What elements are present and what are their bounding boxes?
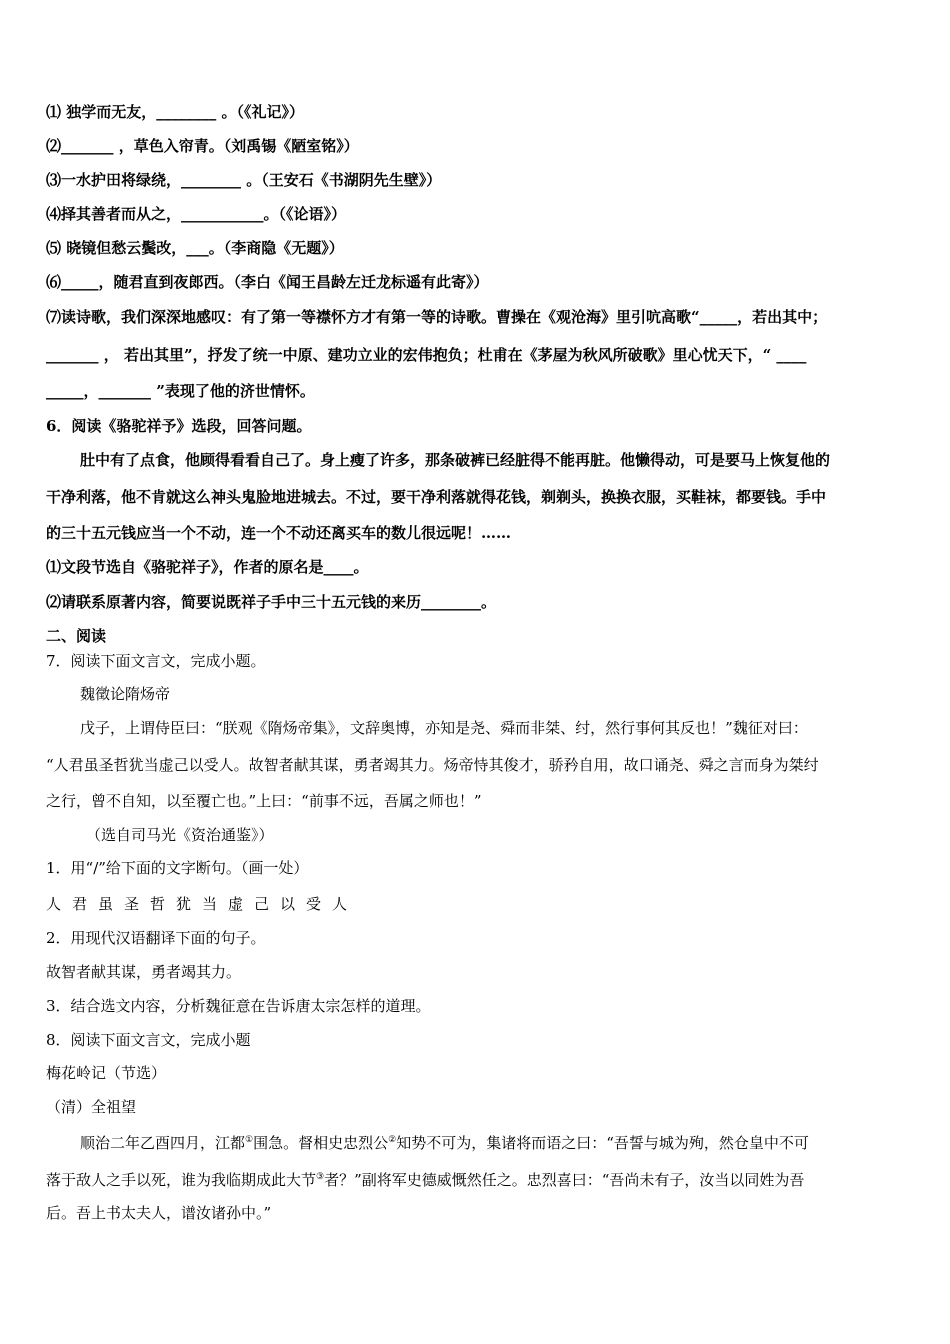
question-8-passage-line-2 <box>46 1167 910 1190</box>
question-6-sub-2: ⑵请联系原著内容，简要说既祥子手中三十五元钱的来历________。 <box>46 593 497 611</box>
question-7-source: （选自司马光《资治通鉴》） <box>86 826 274 844</box>
question-7-sub-3: 3．结合选文内容，分析魏征意在告诉唐太宗怎样的道理。 <box>46 997 431 1015</box>
passage-text: 者？”副将军史德威慨然任之。忠烈喜曰：“吾尚未有子，汝当以同姓为吾 <box>324 1171 805 1189</box>
question-8-passage-title: 梅花岭记（节选） <box>46 1064 167 1082</box>
fill-blank-1: ⑴ 独学而无友，________ 。（《礼记》） <box>46 103 304 121</box>
passage-text: 知势不可为，集诸将而语之曰：“吾誓与城为殉，然仓皇中不可 <box>396 1134 809 1152</box>
question-7-sub-2: 2．用现代汉语翻译下面的句子。 <box>46 929 266 947</box>
question-7-sub-1: 1．用“/”给下面的文字断句。（画一处） <box>46 859 309 877</box>
question-7-passage-line-3: 之行，曾不自知，以至覆亡也。”上曰：“前事不远，吾属之师也！” <box>46 792 482 810</box>
fill-blank-5: ⑸ 晓镜但愁云鬓改，___。（李商隐《无题》） <box>46 239 344 257</box>
footnote-marker-2: ② <box>388 1135 397 1145</box>
question-8-passage-line-1 <box>80 1130 910 1153</box>
question-7-passage-line-1: 戊子，上谓侍臣曰：“朕观《隋炀帝集》，文辞奥博，亦知是尧、舜而非桀、纣，然行事何其反也！”魏征对曰： <box>80 719 808 737</box>
fill-blank-7-line-2: _______ ， 若出其里”，抒发了统一中原、建功立业的宏伟抱负；杜甫在《茅屋为秋风所破歌》里心忧天下，“ ____ <box>46 346 807 364</box>
question-6-passage-line-3: 的三十五元钱应当一个不动，连一个不动还离买车的数儿很远呢！…… <box>46 524 512 542</box>
question-8-author: （清）全祖望 <box>46 1098 137 1116</box>
passage-text: 顺治二年乙酉四月，江都 <box>80 1134 246 1152</box>
fill-blank-7-line-1: ⑺读诗歌，我们深深地感叹：有了第一等襟怀方才有第一等的诗歌。曹操在《观沧海》里引吭高歌“_____，若出其中； <box>46 308 828 326</box>
question-7-title: 7．阅读下面文言文，完成小题。 <box>46 652 266 670</box>
fill-blank-6: ⑹_____，随君直到夜郎西。（李白《闻王昌龄左迁龙标遥有此寄》） <box>46 273 489 291</box>
question-8-passage-line-3: 后。吾上书太夫人，谱汝诸孙中。” <box>46 1204 272 1222</box>
question-6-title: 6．阅读《骆驼祥予》选段，回答问题。 <box>46 417 312 435</box>
passage-text: 落于敌人之手以死，谁为我临期成此大节 <box>46 1171 317 1189</box>
question-7-sub-2-text: 故智者献其谋，勇者竭其力。 <box>46 963 242 981</box>
fill-blank-2: ⑵_______ ，草色入帘青。（刘禹锡《陋室铭》） <box>46 137 359 155</box>
question-6-passage-line-2: 干净利落，他不肯就这么神头鬼脸地进城去。不过，要干净利落就得花钱，剃剃头，换换衣服，买鞋袜，都要钱。手中 <box>46 488 827 506</box>
fill-blank-4: ⑷择其善者而从之，___________。（《论语》） <box>46 205 347 223</box>
footnote-marker-3: ③ <box>316 1172 325 1182</box>
question-7-passage-line-2: “人君虽圣哲犹当虚己以受人。故智者献其谋，勇者竭其力。炀帝恃其俊才，骄矜自用，故口诵尧、舜之言而身为桀纣 <box>46 756 819 774</box>
fill-blank-3: ⑶一水护田将绿绕，________ 。（王安石《书湖阴先生壁》） <box>46 171 442 189</box>
fill-blank-7-line-3: _____，_______ ”表现了他的济世情怀。 <box>46 382 315 400</box>
passage-text: 围急。督相史忠烈公 <box>253 1134 389 1152</box>
section-heading-reading: 二、阅读 <box>46 627 107 645</box>
question-6-sub-1: ⑴文段节选自《骆驼祥子》，作者的原名是____。 <box>46 558 369 576</box>
question-7-passage-title: 魏徵论隋炀帝 <box>80 685 171 703</box>
question-8-title: 8．阅读下面文言文，完成小题 <box>46 1031 251 1049</box>
question-7-sub-1-text: 人君虽圣哲犹当虚己以受人 <box>46 895 359 913</box>
footnote-marker-1: ① <box>245 1135 254 1145</box>
question-6-passage-line-1: 肚中有了点食，他顾得看看自己了。身上瘦了许多，那条破裤已经脏得不能再脏。他懒得动，可是要马上恢复他的 <box>80 451 831 469</box>
